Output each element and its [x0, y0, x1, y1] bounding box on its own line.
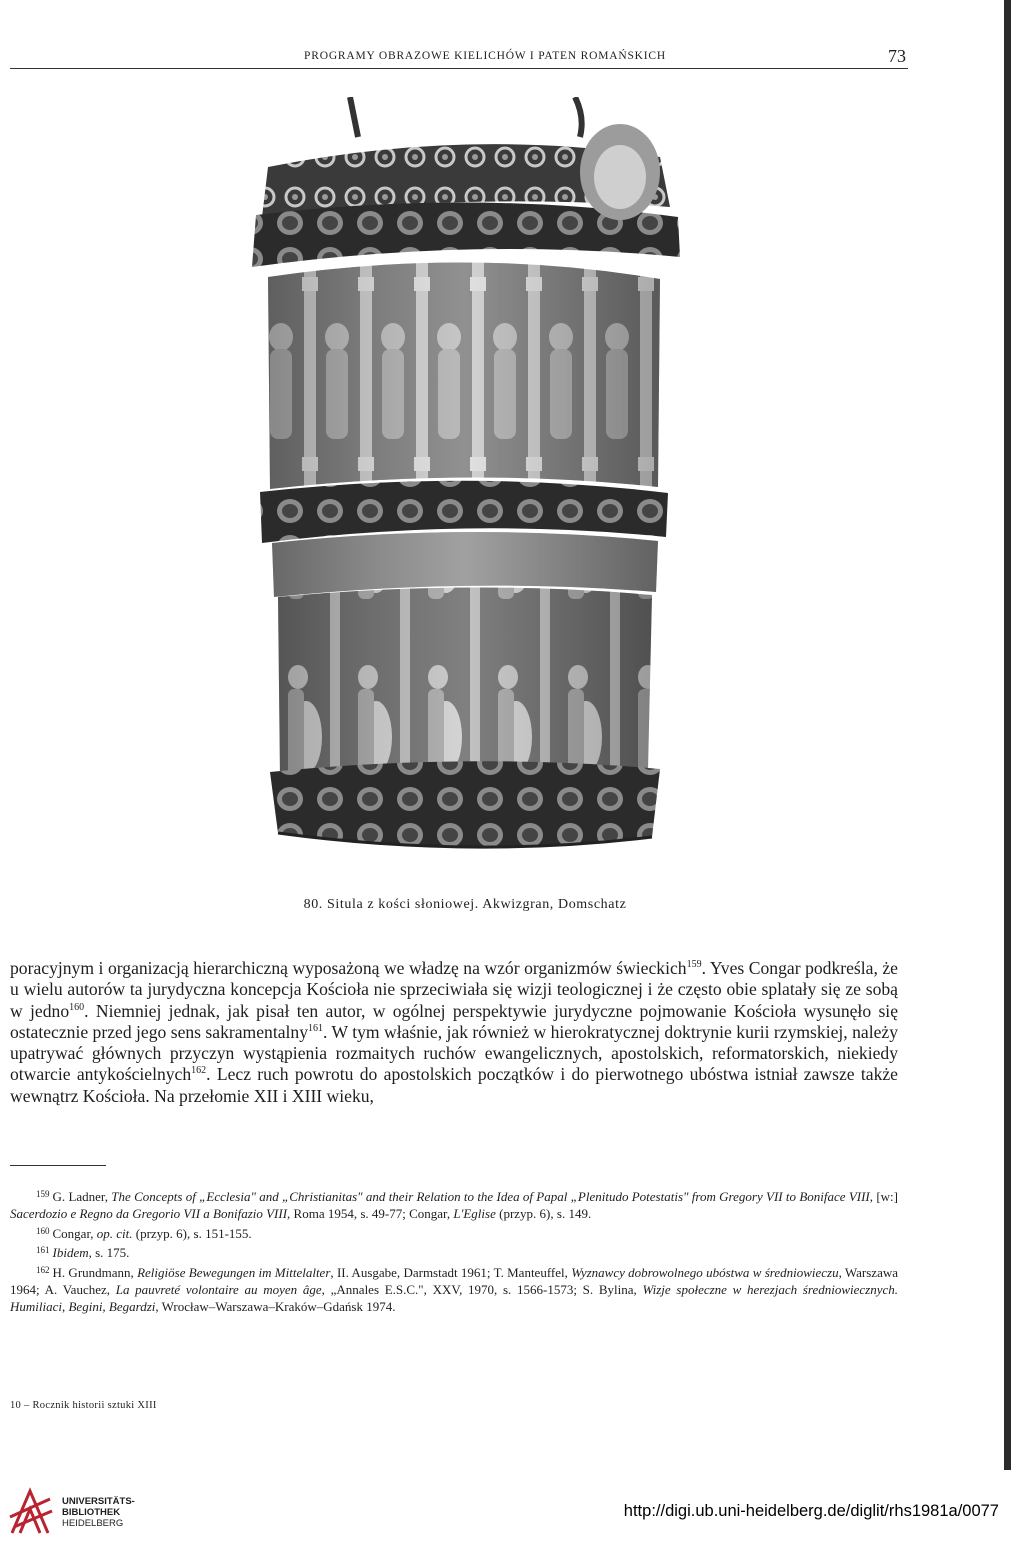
situla-photograph [190, 97, 743, 877]
situla-illustration [190, 97, 743, 877]
footnote-text: , II. Ausgabe, Darmstadt 1961; T. Manteuffel, [330, 1264, 572, 1280]
footnote-rule [10, 1165, 106, 1166]
footnote-text: , [w:] [869, 1189, 898, 1204]
library-name-line: HEIDELBERG [62, 1518, 124, 1529]
body-text-segment: . W tym właśnie, jak również w hierokratycznej doktrynie kurii rzymskiej, należy upatrywać głównych przyczyn wystąpienia rozmaitych ruchów ewangelicznych, apostolskich, reformatorskich, niekiedy otwarcie antykościelnych [10, 1021, 898, 1085]
footnote-ref: 160 [69, 1001, 85, 1013]
footnote-160 [10, 1223, 898, 1242]
body-text-segment: . Niemniej jednak, jak pisał ten autor, w ogólnej perspektywie jurydyczne pojmowanie Kościoła wysunęło się ostatecznie przed jego sens sakramentalny [10, 1000, 898, 1042]
footnote-title: Wizje społeczne w herezjach średniowiecznych. Humiliaci, Begini, Begardzi [10, 1282, 898, 1315]
footnote-title: Wyznawcy dobrowolnego ubóstwa w średniowieczu [571, 1264, 839, 1280]
footnote-162 [10, 1262, 898, 1316]
footnote-title: Religiöse Bewegungen im Mittelalter [137, 1264, 331, 1280]
footnote-text: , s. 175. [88, 1245, 130, 1261]
footnote-title: L'Eglise [453, 1206, 496, 1222]
footnote-text: (przyp. 6), s. 149. [495, 1206, 592, 1222]
footnote-ref: 159 [686, 959, 702, 971]
footnote-title: La pauvreté volontaire au moyen âge [115, 1282, 322, 1298]
footnote-title: op. cit. [96, 1225, 133, 1241]
footnote-text: H. Grundmann, [52, 1264, 138, 1280]
header-rule [10, 68, 908, 69]
running-head [20, 46, 910, 68]
footnote-text: (przyp. 6), s. 151-155. [132, 1225, 252, 1241]
university-library-logo-icon[interactable] [8, 1487, 54, 1537]
footnote-title: Sacerdozio e Regno da Gregorio VII a Bonifazio VIII [10, 1206, 288, 1222]
footnote-text: , Roma 1954, s. 49-77; Congar, [287, 1206, 454, 1222]
library-name-line: UNIVERSITÄTS- [62, 1496, 135, 1507]
footnotes [10, 1186, 898, 1316]
page-edge-shadow [1004, 0, 1011, 1470]
footnote-159 [10, 1186, 898, 1223]
footnote-number: 161 [36, 1245, 50, 1256]
footnote-number: 162 [36, 1264, 50, 1275]
footnote-161 [10, 1242, 898, 1261]
footnote-text: , Wrocław–Warszawa–Kraków–Gdańsk 1974. [155, 1299, 396, 1315]
footnote-ref: 161 [308, 1023, 324, 1035]
library-name [62, 1496, 135, 1529]
footnote-ref: 162 [191, 1065, 207, 1077]
footnote-text: Congar, [52, 1225, 97, 1241]
body-paragraph [10, 958, 898, 1107]
figure-caption: 80. Situla z kości słoniowej. Akwizgran, Domschatz [303, 897, 627, 912]
permalink-url[interactable]: http://digi.ub.uni-heidelberg.de/diglit/rhs1981a/0077 [623, 1502, 999, 1520]
page-number: 73 [888, 46, 906, 66]
footnote-title: The Concepts of „Ecclesia" and „Christianitas" and their Relation to the Idea of Papal „Plenitudo Potestatis" from Gregory VII to Boniface VIII [111, 1189, 870, 1204]
footnote-text: , „Annales E.S.C.", XXV, 1970, s. 1566-1573; S. Bylina, [321, 1282, 643, 1298]
body-text-segment: poracyjnym i organizacją hierarchiczną wyposażoną we władzę na wzór organizmów świeckich [10, 958, 687, 978]
footnote-number: 159 [36, 1189, 50, 1199]
running-title: PROGRAMY OBRAZOWE KIELICHÓW I PATEN ROMAŃSKICH [304, 50, 666, 62]
footnote-text: G. Ladner, [52, 1189, 112, 1204]
printer-signature: 10 – Rocznik historii sztuki XIII [10, 1400, 157, 1411]
library-name-line: BIBLIOTHEK [62, 1507, 121, 1518]
footnote-number: 160 [36, 1225, 50, 1236]
footnote-title: Ibidem [52, 1245, 89, 1261]
body-text-segment: . Lecz ruch powrotu do apostolskich początków i do pierwotnego ubóstwa istniał zawsze także wewnątrz Kościoła. Na przełomie XII i XIII wieku, [10, 1064, 898, 1106]
body-text-segment: . Yves Congar podkreśla, że u wielu autorów ta jurydyczna koncepcja Kościoła nie sprzeciwiała się wizji teologicznej i że często obie splatały się ze sobą w jedno [10, 958, 898, 1021]
footnote-text: , Warszawa 1964; A. Vauchez, [10, 1264, 899, 1298]
